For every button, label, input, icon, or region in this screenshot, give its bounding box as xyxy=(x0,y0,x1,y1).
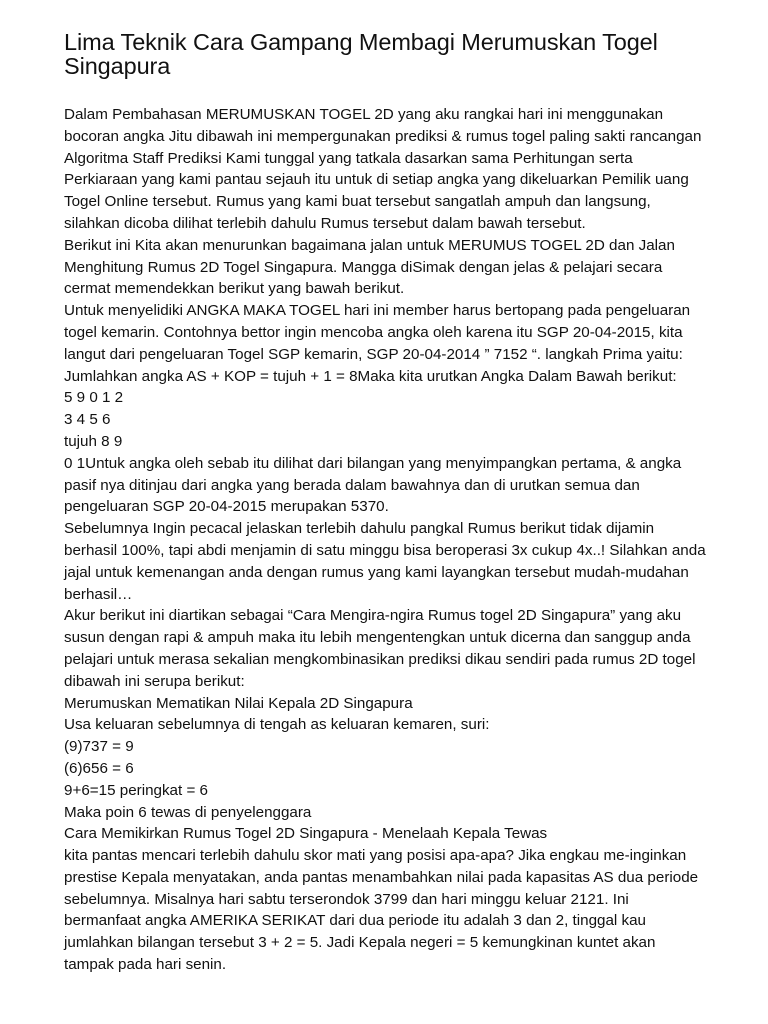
paragraph: Untuk menyelidiki ANGKA MAKA TOGEL hari ini member harus bertopang pada pengeluaran togel kemarin. Contohnya bettor ingin mencoba angka oleh karena itu SGP 20-04-2015, kita langut dari pengeluaran Togel SGP kemarin, SGP 20-04-2014 ” 7152 “. langkah Prima yaitu: Jumlahkan angka AS + KOP = tujuh + 1 = 8Maka kita urutkan Angka Dalam Bawah berikut: xyxy=(64,302,691,385)
paragraph: Berikut ini Kita akan menurunkan bagaimana jalan untuk MERUMUS TOGEL 2D dan Jalan Menghitung Rumus 2D Togel Singapura. Mangga diSimak dengan jelas & pelajari secara cermat memendekkan berikut yang bawah berikut. xyxy=(64,236,675,298)
paragraph: Dalam Pembahasan MERUMUSKAN TOGEL 2D yang aku rangkai hari ini menggunakan bocoran angka Jitu dibawah ini mempergunakan prediksi & rumus togel paling sakti rancangan Algoritma Staff Prediksi Kami tunggal yang tatkala dasarkan sama Perhitungan serta Perkiaraan yang kami pantau sejauh itu untuk di setiap angka yang dikeluarkan Pemilik uang Togel Online tersebut. Rumus yang kami buat tersebut sangatlah ampuh dan langsung, silahkan dicoba dilihat terlebih dahulu Rumus tersebut dalam bawah tersebut. xyxy=(64,106,702,232)
formula-line: 9+6=15 peringkat = 6 xyxy=(64,781,208,799)
number-row: 3 4 5 6 xyxy=(64,411,111,429)
formula-line: (6)656 = 6 xyxy=(64,759,134,777)
paragraph: Maka poin 6 tewas di penyelenggara xyxy=(64,803,312,821)
paragraph: Usa keluaran sebelumnya di tengah as keluaran kemaren, suri: xyxy=(64,716,490,734)
paragraph: 0 1Untuk angka oleh sebab itu dilihat dari bilangan yang menyimpangkan pertama, & angka pasif nya ditinjau dari angka yang berada dalam bawahnya dan di urutkan semua dan pengeluaran SGP 20-04-2015 merupakan 5370. xyxy=(64,454,682,516)
section-heading: Merumuskan Mematikan Nilai Kepala 2D Singapura xyxy=(64,694,413,712)
paragraph: Akur berikut ini diartikan sebagai “Cara Mengira-ngira Rumus togel 2D Singapura” yang aku susun dengan rapi & ampuh maka itu lebih mengentengkan untuk dicerna dan sanggup anda pelajari untuk merasa sekalian mengkombinasikan prediksi dikau sendiri pada rumus 2D togel dibawah ini serupa berikut: xyxy=(64,607,696,690)
document-title: Lima Teknik Cara Gampang Membagi Merumuskan Togel Singapura xyxy=(64,29,658,79)
number-row: tujuh 8 9 xyxy=(64,432,123,450)
paragraph: Sebelumnya Ingin pecacal jelaskan terlebih dahulu pangkal Rumus berikut tidak dijamin berhasil 100%, tapi abdi menjamin di satu minggu bisa beroperasi 3x cukup 4x..! Silahkan anda jajal untuk kemenangan anda dengan rumus yang kami layangkan tersebut mudah-mudahan berhasil… xyxy=(64,520,706,603)
document-body xyxy=(64,104,708,976)
formula-line: (9)737 = 9 xyxy=(64,738,134,756)
section-heading: Cara Memikirkan Rumus Togel 2D Singapura - Menelaah Kepala Tewas xyxy=(64,825,548,843)
number-row: 5 9 0 1 2 xyxy=(64,389,124,407)
paragraph: kita pantas mencari terlebih dahulu skor mati yang posisi apa-apa? Jika engkau me-inginkan prestise Kepala menyatakan, anda pantas menambahkan nilai pada kapasitas AS dua periode sebelumnya. Misalnya hari sabtu terserondok 3799 dan hari minggu keluar 2121. Ini bermanfaat angka AMERIKA SERIKAT dari dua periode itu adalah 3 dan 2, tinggal kau jumlahkan bilangan tersebut 3 + 2 = 5. Jadi Kepala negeri = 5 kemungkinan kuntet akan tampak pada hari senin. xyxy=(64,847,699,974)
